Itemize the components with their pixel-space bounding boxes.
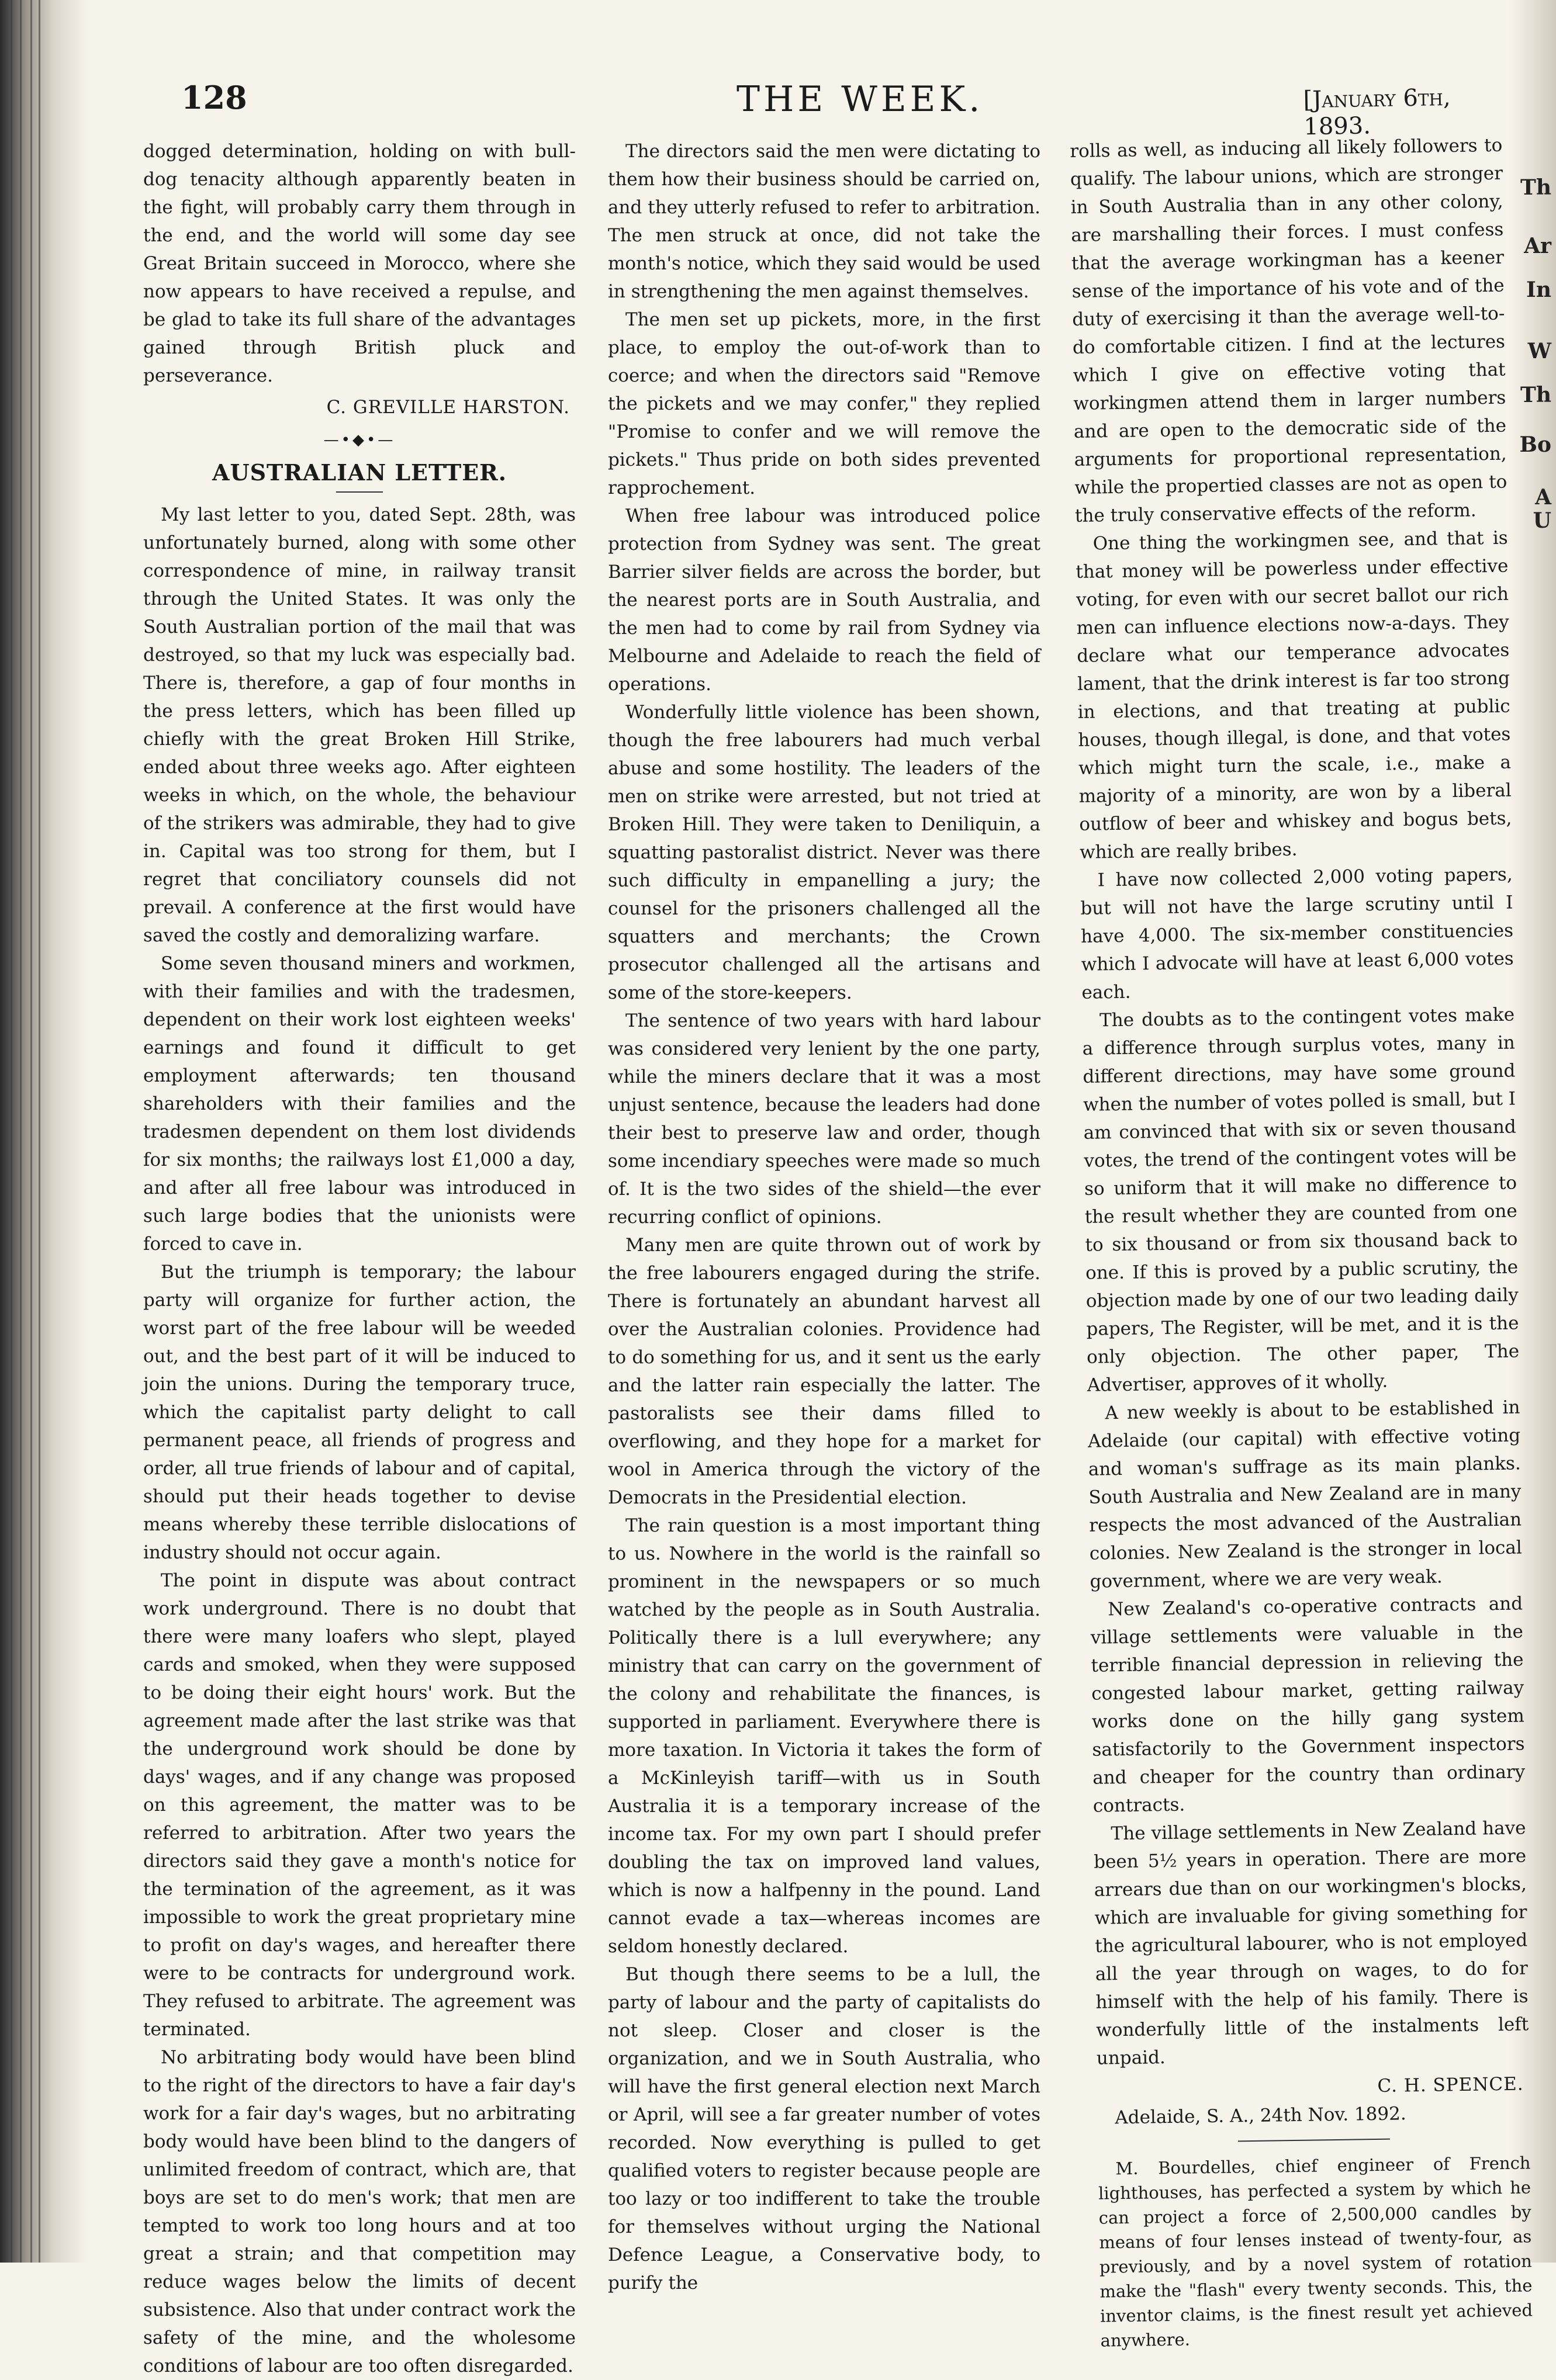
paragraph: The rain question is a most important thing to us. Nowhere in the world is the rainfall so prominent in the newspapers or so much watched by the people as in South Australia. Politically there is a lull everywhere; any ministry that can carry on the government of the colony and rehabilitate the finances, is supported in parliament. Everywhere there is more taxation. In Victoria it takes the form of a McKinleyish tariff—with us in South Australia it is a temporary increase of the income tax. For my own part I should prefer doubling the tax on improved land values, which is now a halfpenny in the pound. Land cannot evade a tax—whereas incomes are seldom honestly declared. (608, 1515, 1040, 1957)
paragraph: The village settlements in New Zealand have been 5½ years in operation. There are more arrears due than on our workingmen's blocks, which are invaluable for giving something for the agricultural labourer, who is not employed all the year through on wages, to do for himself with the help of his family. There is wonderfully little of the instalments left unpaid. (1093, 1817, 1529, 2069)
paragraph: Many men are quite thrown out of work by the free labourers engaged during the strife. There is fortunately an abundant harvest all over the Australian colonies. Providence had to do something for us, and it sent us the early and the latter rain especially the latter. The pastoralists see their dams filled to overflowing, and they hope for a market for wool in America through the victory of the Democrats in the Presidential election. (608, 1235, 1040, 1508)
paragraph: One thing the workingmen see, and that is that money will be powerless under effective voting, for even with our secret ballot our rich men can influence elections now-a-days. They declare what our temperance advocates lament, that the drink interest is far too strong in elections, and that treating at public houses, though illegal, is done, and that votes which might turn the scale, i.e., make a majority of a minority, are won by a liberal outflow of beer and whiskey and bogus bets, which are really bribes. (1076, 527, 1512, 863)
margin-fragment: In (1526, 278, 1551, 302)
column-2 (608, 137, 1040, 2294)
paragraph: I have now collected 2,000 voting papers, but will not have the large scrutiny until I have 4,000. The six-member constituencies which I advocate will have at least 6,000 votes each. (1080, 864, 1514, 1003)
paragraph: No arbitrating body would have been blind to the right of the directors to have a fair day's work for a fair day's wages, but no arbitrating body would have been blind to the dangers of unlimited freedom of contract, which are, that boys are set to do men's work; that men are tempted to work too long hours and at too great a strain; and that competition may reduce wages below the limits of decent subsistence. Also that under contract work the safety of the mine, and the wholesome conditions of labour are too often disregarded. (143, 2047, 576, 2376)
article-continuation: dogged determination, holding on with bull-dog tenacity although apparently beaten in the fight, will probably carry them through in the end, and the world will some day see Great Britain succeed in Morocco, where she now appears to have received a repulse, and be glad to take its full share of the advantages gained through British pluck and perseverance. (143, 141, 576, 386)
margin-fragment: Bo (1519, 432, 1551, 457)
issue-date: [January 6th, 1893. (1303, 84, 1451, 141)
journal-title: THE WEEK. (736, 79, 984, 120)
author-signature: C. GREVILLE HARSTON. (326, 397, 570, 418)
paragraph: Some seven thousand miners and workmen, with their families and with the tradesmen, dependent on their work lost eighteen weeks' earnings and found it difficult to get employment afterwards; ten thousand shareholders with their families and the tradesmen dependent on them lost dividends for six months; the railways lost £1,000 a day, and after all free labour was introduced in such large bodies that the unionists were forced to cave in. (143, 953, 576, 1255)
paragraph: The doubts as to the contingent votes make a difference through surplus votes, many in different directions, may have some ground when the number of votes polled is small, but I am convinced that with six or seven thousand votes, the trend of the contingent votes will be so uniform that it will make no difference to the result whether they are counted from one to six thousand or from six thousand back to one. If this is proved by a public scrutiny, the objection made by one of our two leading daily papers, The Register, will be met, and it is the only objection. The other paper, The Advertiser, approves of it wholly. (1082, 1004, 1520, 1396)
page-header (175, 79, 1520, 141)
paragraph: But though there seems to be a lull, the party of labour and the party of capitalists do not sleep. Closer and closer is the organization, and we in South Australia, who will have the first general election next March or April, will see a far greater number of votes recorded. Now everything is pulled to get qualified voters to register because people are too lazy or too indifferent to take the trouble for themselves without urging the National Defence League, a Conservative body, to purify the (608, 1964, 1040, 2294)
author-signature: C. H. SPENCE. (1377, 2073, 1524, 2097)
binding-line (39, 0, 40, 2263)
paragraph: The sentence of two years with hard labour was considered very lenient by the one party, while the miners declare that it was a most unjust sentence, because the leaders had done their best to preserve law and order, though some incendiary speeches were made so much of. It is the two sides of the shield—the ever recurring conflict of opinions. (608, 1010, 1040, 1228)
paragraph: The point in dispute was about contract work underground. There is no doubt that there were many loafers who slept, played cards and smoked, when they were supposed to be doing their eight hours' work. But the agreement made after the last strike was that the underground work should be done by days' wages, and if any change was proposed on this agreement, the matter was to be referred to arbitration. After two years the directors said they gave a month's notice for the termination of the agreement, as it was impossible to work the great proprietary mine to profit on day's wages, and hereafter there were to be contracts for underground work. They refused to arbitrate. The agreement was terminated. (143, 1570, 576, 2040)
margin-fragment: A (1535, 485, 1551, 510)
section-divider (1238, 2139, 1390, 2142)
margin-fragment: W (1527, 339, 1551, 363)
place-date-line: Adelaide, S. A., 24th Nov. 1892. (1115, 2103, 1406, 2129)
page-number: 128 (181, 79, 247, 116)
section-ornament: —•◆•— (323, 431, 396, 449)
binding-line (20, 0, 22, 2263)
margin-fragment: Th (1520, 175, 1551, 200)
column-1 (143, 137, 576, 2376)
margin-fragment: U (1533, 508, 1551, 533)
paragraph: Wonderfully little violence has been shown, though the free labourers had much verbal abuse and some hostility. The leaders of the men on strike were arrested, but not tried at Broken Hill. They were taken to Deniliquin, a squatting pastoralist district. Never was there such difficulty in empanelling a jury; the counsel for the prisoners challenged all the squatters and merchants; the Crown prosecutor challenged all the artisans and some of the store-keepers. (608, 702, 1040, 1003)
margin-fragment: Th (1520, 383, 1551, 407)
paragraph: When free labour was introduced police protection from Sydney was sent. The great Barrier silver fields are across the border, but the nearest ports are in South Australia, and the men had to come by rail from Sydney via Melbourne and Adelaide to reach the field of operations. (608, 505, 1040, 695)
paragraph: But the triumph is temporary; the labour party will organize for further action, the worst part of the free labour will be weeded out, and the best part of it will be induced to join the unions. During the temporary truce, which the capitalist party delight to call permanent peace, all friends of progress and order, all true friends of labour and of capital, should put their heads together to devise means whereby these terrible dislocations of industry should not occur again. (143, 1262, 576, 1563)
article-title: AUSTRALIAN LETTER. (212, 459, 507, 486)
column-3 (1070, 131, 1533, 2351)
page-binding-shadow (0, 0, 88, 2263)
title-rule (336, 491, 383, 493)
paragraph: rolls as well, as inducing all likely followers to qualify. The labour unions, which are stronger in South Australia than in any other colony, are marshalling their forces. I must confess that the average workingman has a keener sense of the importance of his vote and of the duty of exercising it than the average well-to-do comfortable citizen. I find at the lectures which I give on effective voting that workingmen attend them in larger numbers and are open to the democratic side of the arguments for proportional representation, while the propertied classes are not as open to the truly conservative effects of the reform. (1070, 134, 1507, 526)
paragraph: The men set up pickets, more, in the first place, to employ the out-of-work than to coerce; and when the directors said "Remove the pickets and we may confer," they replied "Promise to confer and we will remove the pickets." Thus pride on both sides prevented rapprochement. (608, 309, 1040, 498)
news-note: M. Bourdelles, chief engineer of French lighthouses, has perfected a system by which he can project a force of 2,500,000 candles by means of four lenses instead of twenty-four, as previously, and by a novel system of rotation make the "flash" every twenty seconds. This, the inventor claims, is the finest result yet achieved anywhere. (1098, 2153, 1533, 2351)
paragraph: The directors said the men were dictating to them how their business should be carried on, and they utterly refused to refer to arbitration. The men struck at once, did not take the month's notice, which they said would be used in strengthening the men against themselves. (608, 141, 1040, 302)
margin-fragment: Ar (1524, 234, 1551, 258)
paragraph: My last letter to you, dated Sept. 28th, was unfortunately burned, along with some other correspondence of mine, in railway transit through the United States. It was only the South Australian portion of the mail that was destroyed, so that my luck was especially bad. There is, therefore, a gap of four months in the press letters, which has been filled up chiefly with the great Broken Hill Strike, ended about three weeks ago. After eighteen weeks in which, on the whole, the behaviour of the strikers was admirable, they had to give in. Capital was too strong for them, but I regret that conciliatory counsels did not prevail. A conference at the first would have saved the costly and demoralizing warfare. (143, 504, 576, 946)
paragraph: New Zealand's co-operative contracts and village settlements were valuable in the terrible financial depression in relieving the congested labour market, getting railway works done on the hilly gang system satisfactorily to the Government inspectors and cheaper for the country than ordinary contracts. (1090, 1593, 1526, 1817)
paragraph: A new weekly is about to be established in Adelaide (our capital) with effective voting and woman's suffrage as its main planks. South Australia and New Zealand are in many respects the most advanced of the Australian colonies. New Zealand is the stronger in local government, where we are very weak. (1087, 1397, 1523, 1592)
binding-line (30, 0, 32, 2263)
binding-line (11, 0, 12, 2263)
